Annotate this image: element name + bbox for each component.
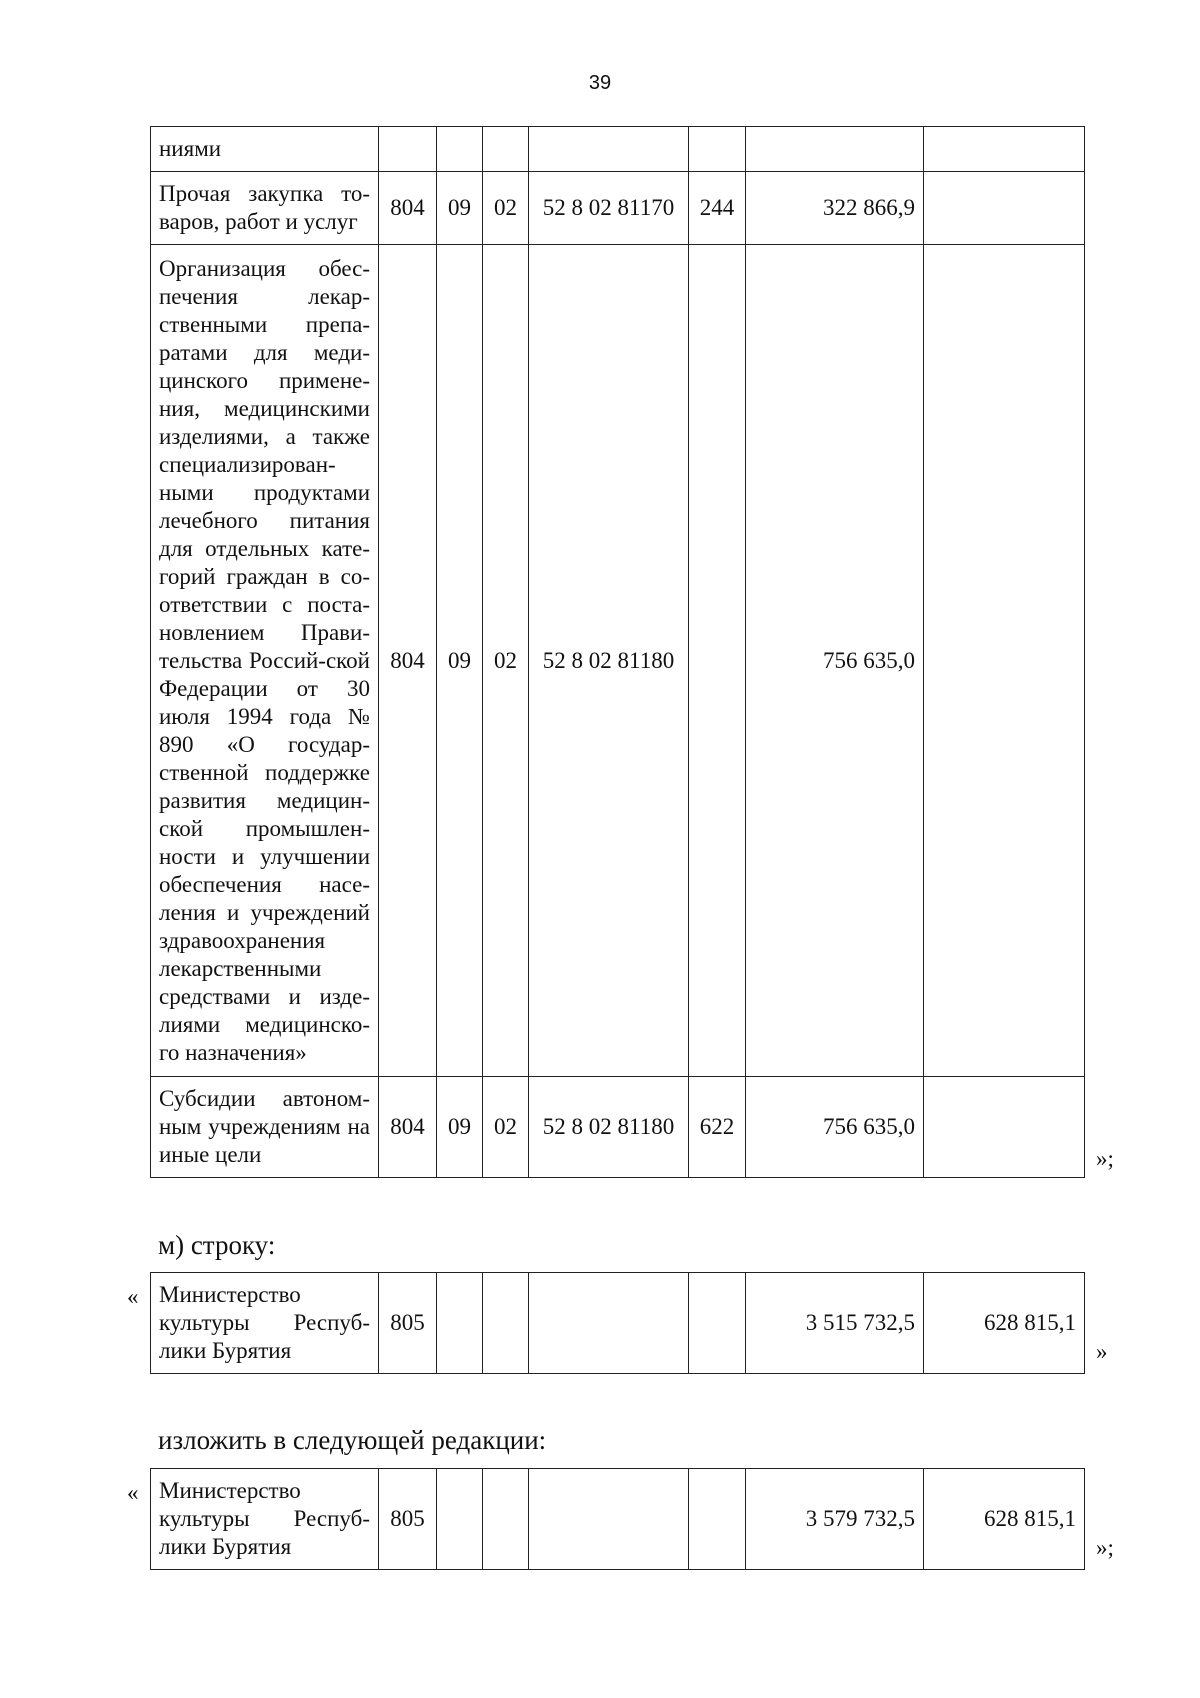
cell-subsection: [483, 127, 529, 172]
closing-quote-mark: »;: [1096, 1146, 1114, 1171]
closing-quote-mark: »: [1096, 1339, 1108, 1364]
cell-target-article: 52 8 02 81180: [529, 245, 689, 1077]
table-row: [151, 127, 1085, 172]
closing-quote-mark: »;: [1096, 1535, 1114, 1560]
table-row: [151, 172, 1085, 245]
cell-expense-type: [689, 127, 746, 172]
row-description: Субсидии автоном-ным учреждениям на иные цели: [151, 1077, 379, 1178]
cell-expense-type: 622: [689, 1077, 746, 1178]
table-row: [151, 1077, 1085, 1178]
cell-ministry-code: [379, 127, 437, 172]
cell-subsection: [483, 1273, 529, 1374]
cell-amount-2: 628 815,1: [924, 1273, 1085, 1374]
table-row: [151, 245, 1085, 1077]
cell-section: 09: [437, 245, 483, 1077]
page-number: 39: [588, 72, 612, 94]
cell-ministry-code: 805: [379, 1469, 437, 1570]
table-row: [151, 1273, 1085, 1374]
cell-subsection: 02: [483, 1077, 529, 1178]
cell-target-article: [529, 127, 689, 172]
cell-ministry-code: 804: [379, 1077, 437, 1178]
cell-section: 09: [437, 1077, 483, 1178]
cell-amount-2: [924, 172, 1085, 245]
opening-quote-mark: «: [127, 1284, 139, 1309]
cell-target-article: [529, 1273, 689, 1374]
cell-expense-type: [689, 1469, 746, 1570]
cell-amount: 322 866,9: [746, 172, 924, 245]
row-description: Министерство культуры Респуб-лики Бурятия: [151, 1273, 379, 1374]
cell-ministry-code: 804: [379, 245, 437, 1077]
budget-table-new-line: [150, 1468, 1085, 1570]
section-heading: изложить в следующей редакции:: [158, 1425, 547, 1455]
cell-ministry-code: 805: [379, 1273, 437, 1374]
budget-table-continuation: [150, 126, 1085, 1178]
cell-subsection: 02: [483, 245, 529, 1077]
cell-subsection: [483, 1469, 529, 1570]
cell-subsection: 02: [483, 172, 529, 245]
cell-amount: 3 579 732,5: [746, 1469, 924, 1570]
cell-target-article: 52 8 02 81170: [529, 172, 689, 245]
cell-amount: 756 635,0: [746, 1077, 924, 1178]
budget-table-original-line: [150, 1272, 1085, 1374]
cell-amount: 756 635,0: [746, 245, 924, 1077]
cell-amount-2: [924, 245, 1085, 1077]
row-description: Прочая закупка то-варов, работ и услуг: [151, 172, 379, 245]
cell-section: [437, 127, 483, 172]
cell-section: [437, 1273, 483, 1374]
cell-amount-2: [924, 127, 1085, 172]
cell-amount: 3 515 732,5: [746, 1273, 924, 1374]
cell-amount-2: 628 815,1: [924, 1469, 1085, 1570]
opening-quote-mark: «: [127, 1480, 139, 1505]
cell-target-article: 52 8 02 81180: [529, 1077, 689, 1178]
cell-expense-type: [689, 245, 746, 1077]
cell-ministry-code: 804: [379, 172, 437, 245]
cell-amount-2: [924, 1077, 1085, 1178]
cell-section: 09: [437, 172, 483, 245]
row-description: Организация обес-печения лекар-ственными препа-ратами для меди-цинского примене-ния, медицинскими изделиями, а также специализирован-ными продуктами лечебного питания для отдельных кате-горий граждан в со-ответствии с поста-новлением Прави-тельства Россий-ской Федерации от 30 июля 1994 года № 890 «О государ-ственной поддержке развития медицин-ской промышлен-ности и улучшении обеспечения насе-ления и учреждений здравоохранения лекарственными средствами и изде-лиями медицинско-го назначения»: [151, 245, 379, 1077]
cell-target-article: [529, 1469, 689, 1570]
row-description: Министерство культуры Респуб-лики Бурятия: [151, 1469, 379, 1570]
cell-section: [437, 1469, 483, 1570]
cell-expense-type: 244: [689, 172, 746, 245]
cell-amount: [746, 127, 924, 172]
row-description: ниями: [151, 127, 379, 172]
cell-expense-type: [689, 1273, 746, 1374]
table-row: [151, 1469, 1085, 1570]
section-heading: м) строку:: [158, 1230, 276, 1260]
